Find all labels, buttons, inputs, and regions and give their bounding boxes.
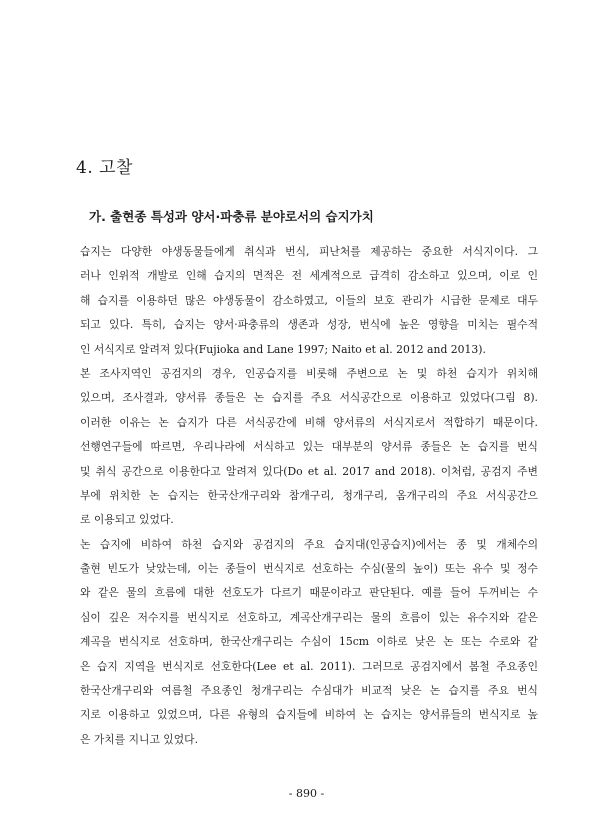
text-line: 한국산개구리와 여름철 주요종인 청개구리는 수심대가 비교적 낮은 논 습지를 주요 번식 <box>80 684 538 698</box>
text-line: 지로 이용하고 있었으며, 다른 유형의 습지들에 비하여 논 습지는 양서류들의 번식지로 높 <box>80 708 538 722</box>
text-line: 부에 위치한 논 습지는 한국산개구리와 참개구리, 청개구리, 옴개구리의 주요 서식공간으 <box>80 488 538 502</box>
section-title: 가. 출현종 특성과 양서·파충류 분야로서의 습지가치 <box>89 209 374 224</box>
text-line: 심이 깊은 저수지를 번식지로 선호하고, 계곡산개구리는 물의 흐름이 있는 유수지와 같은 <box>80 610 538 624</box>
text-line: 및 취식 공간으로 이용한다고 알려져 있다(Do et al. 2017 and 2018). 이처럼, 공검지 주변 <box>80 464 538 478</box>
text-line: 로 이용되고 있었다. <box>80 513 174 527</box>
text-line: 선행연구들에 따르면, 우리나라에 서식하고 있는 대부분의 양서류 종들은 논 습지를 번식 <box>80 440 538 454</box>
text-line: 되고 있다. 특히, 습지는 양서·파충류의 생존과 성장, 번식에 높은 영향을 미치는 필수적 <box>80 318 538 332</box>
text-line: 본 조사지역인 공검지의 경우, 인공습지를 비롯해 주변으로 논 및 하천 습지가 위치해 <box>80 366 538 380</box>
text-line: 있으며, 조사결과, 양서류 종들은 논 습지를 주요 서식공간으로 이용하고 있었다(그림 8). <box>80 391 538 405</box>
body-text <box>80 240 538 752</box>
text-line: 계곡을 번식지로 선호하며, 한국산개구리는 수심이 15cm 이하로 낮은 논 또는 수로와 같 <box>80 635 538 649</box>
text-line: 해 습지를 이용하던 많은 야생동물이 감소하였고, 이들의 보호 관리가 시급한 문제로 대두 <box>80 293 538 307</box>
text-line: 은 습지 지역을 번식지로 선호한다(Lee et al. 2011). 그러므로 공검지에서 봄철 주요종인 <box>80 659 538 673</box>
text-line: 은 가치를 지니고 있었다. <box>80 732 199 746</box>
text-line: 러나 인위적 개발로 인해 습지의 면적은 전 세계적으로 급격히 감소하고 있으며, 이로 인 <box>80 269 538 283</box>
text-line: 습지는 다양한 야생동물들에게 취식과 번식, 피난처를 제공하는 중요한 서식지이다. 그 <box>80 245 538 258</box>
text-line: 논 습지에 비하여 하천 습지와 공검지의 주요 습지대(인공습지)에서는 종 및 개체수의 <box>80 537 538 551</box>
text-line: 이러한 이유는 논 습지가 다른 서식공간에 비해 양서류의 서식지로서 적합하기 때문이다. <box>80 415 538 429</box>
chapter-title: 4. 고찰 <box>76 158 133 178</box>
text-line: 인 서식지로 알려져 있다(Fujioka and Lane 1997; Naito et al. 2012 and 2013). <box>80 342 486 356</box>
text-line: 와 같은 물의 흐름에 대한 선호도가 다르기 때문이라고 판단된다. 예를 들어 두꺼비는 수 <box>80 586 538 600</box>
page-number: - 890 - <box>288 787 325 800</box>
text-line: 출현 빈도가 낮았는데, 이는 종들이 번식지로 선호하는 수심(물의 높이) 또는 유수 및 정수 <box>80 562 538 576</box>
